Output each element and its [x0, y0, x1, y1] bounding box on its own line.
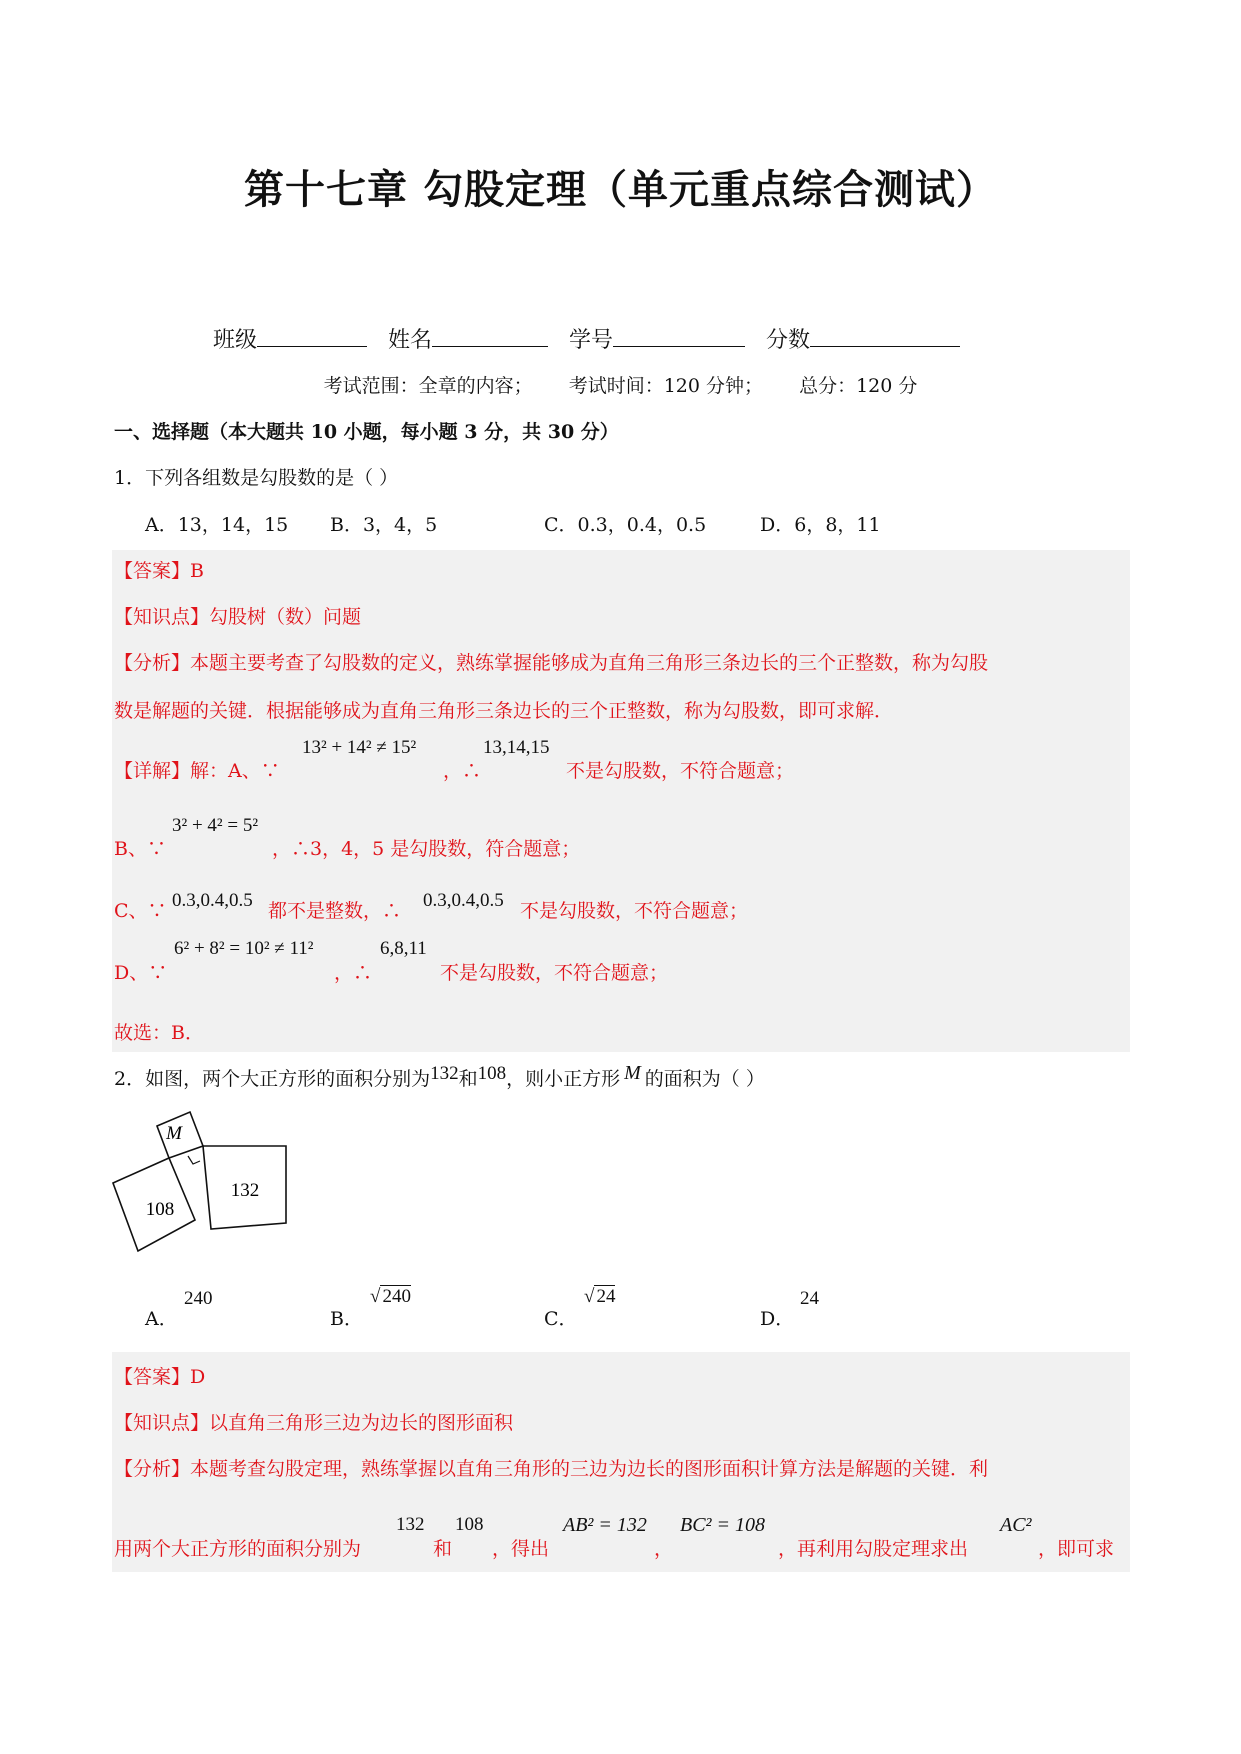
figure-label-108: 108	[145, 1199, 175, 1220]
analysis2-part-f: ，即可求	[1038, 1538, 1115, 1560]
analysis2-part-a: 用两个大正方形的面积分别为	[114, 1538, 362, 1560]
q1-answer	[114, 556, 204, 583]
q2-option-d-value[interactable]: 24	[800, 1288, 819, 1309]
analysis2-part-d: ，	[654, 1538, 674, 1560]
detail-d-prefix: D、∵	[114, 962, 168, 984]
detail-b-expr: 3² + 4² = 5²	[172, 815, 259, 836]
knowledge-text: 以直角三角形三边为边长的图形面积	[209, 1412, 514, 1434]
q1-analysis-line1	[114, 648, 988, 675]
detail-b-suffix: ，∴3，4，5 是勾股数，符合题意；	[272, 838, 581, 860]
q2-option-a-letter[interactable]: A．	[145, 1308, 178, 1330]
detail-a-suffix: 不是勾股数，不符合题意；	[566, 760, 795, 782]
scope-time: 考试时间：120 分钟；	[568, 375, 763, 397]
detail-c-nums2: 0.3,0.4,0.5	[423, 890, 504, 911]
analysis2-part-c: ，得出	[492, 1538, 550, 1560]
q2-stem	[114, 1064, 765, 1091]
name-blank[interactable]	[432, 324, 548, 347]
figure-label-m: M	[166, 1123, 182, 1144]
q2-option-b-letter[interactable]: B．	[330, 1308, 363, 1330]
detail-a-mid: ，∴	[443, 760, 482, 782]
analysis2-ac: AC²	[1000, 1514, 1032, 1536]
analysis-text-1: 本题主要考查了勾股数的定义，熟练掌握能够成为直角三角形三条边长的三个正整数，称为勾股	[190, 652, 989, 674]
q1-option-a[interactable]: A．13，14，15	[145, 514, 289, 536]
q2-stem-part4: 的面积为（ ）	[644, 1068, 765, 1090]
detail-d-expr: 6² + 8² = 10² ≠ 11²	[174, 938, 314, 959]
detail-c-mid: 都不是整数，∴	[268, 900, 402, 922]
q2-option-d-letter[interactable]: D．	[760, 1308, 795, 1330]
knowledge-label: 【知识点】	[114, 1412, 210, 1434]
q2-answer	[114, 1362, 205, 1389]
analysis2-bc: BC² = 108	[680, 1514, 766, 1536]
q1-option-b[interactable]: B．3，4，5	[330, 514, 438, 536]
analysis-label: 【分析】	[114, 1458, 191, 1480]
detail-c-suffix: 不是勾股数，不符合题意；	[520, 900, 749, 922]
q2-figure	[108, 1108, 293, 1258]
detail-d-nums: 6,8,11	[380, 938, 427, 959]
q2-option-c-value[interactable]: √ 24	[584, 1286, 616, 1307]
id-label: 学号	[569, 328, 614, 353]
analysis-label: 【分析】	[114, 652, 191, 674]
knowledge-label: 【知识点】	[114, 606, 210, 628]
detail-a-prefix: 解：A、∵	[190, 760, 280, 782]
detail-b-prefix: B、∵	[114, 838, 166, 860]
student-info-row	[213, 323, 974, 354]
q1-detail-a	[114, 756, 280, 783]
q2-stem-part1: 2．如图，两个大正方形的面积分别为	[114, 1068, 431, 1090]
score-label: 分数	[766, 328, 811, 353]
detail-c-prefix: C、∵	[114, 900, 167, 922]
answer-label: 【答案】	[114, 560, 191, 582]
q2-option-b-value[interactable]: √ 240	[370, 1286, 411, 1307]
q2-option-c-letter[interactable]: C．	[544, 1308, 578, 1330]
answer-value: D	[190, 1366, 206, 1388]
knowledge-text: 勾股树（数）问题	[209, 606, 362, 628]
class-label: 班级	[213, 328, 258, 353]
q1-option-c[interactable]: C．0.3，0.4，0.5	[544, 514, 707, 536]
scope-range: 考试范围：全章的内容；	[323, 375, 533, 397]
page-title: 第十七章 勾股定理（单元重点综合测试）	[244, 167, 997, 213]
detail-d-mid: ，∴	[334, 962, 373, 984]
q2-val1: 132	[430, 1063, 459, 1084]
analysis2-part-b: 和	[433, 1538, 453, 1560]
analysis2-ab: AB² = 132	[563, 1514, 647, 1536]
answer-value: B	[190, 560, 204, 582]
q2-knowledge	[114, 1408, 513, 1435]
q1-stem: 1．下列各组数是勾股数的是（ ）	[114, 467, 399, 489]
detail-d-suffix: 不是勾股数，不符合题意；	[440, 962, 669, 984]
exam-scope	[0, 371, 1241, 398]
scope-total: 总分：120 分	[799, 375, 918, 397]
right-angle-mark	[188, 1156, 200, 1164]
q2-var-m: M	[624, 1062, 641, 1084]
detail-label: 【详解】	[114, 760, 191, 782]
sqrt-24: 24	[596, 1286, 616, 1307]
sqrt-240: 240	[382, 1286, 411, 1307]
q2-val2: 108	[477, 1063, 507, 1084]
q1-conclusion: 故选：B．	[114, 1022, 204, 1044]
q1-analysis-line2: 数是解题的关键．根据能够成为直角三角形三条边长的三个正整数，称为勾股数，即可求解．	[114, 700, 894, 722]
q1-option-d[interactable]: D．6，8，11	[760, 514, 881, 536]
name-label: 姓名	[388, 328, 433, 353]
detail-a-expr: 13² + 14² ≠ 15²	[302, 737, 417, 758]
analysis2-part-e: ，再利用勾股定理求出	[778, 1538, 969, 1560]
figure-label-132: 132	[230, 1180, 260, 1201]
q2-option-a-value[interactable]: 240	[184, 1288, 213, 1309]
analysis2-v2: 108	[455, 1514, 484, 1535]
detail-c-nums1: 0.3,0.4,0.5	[172, 890, 253, 911]
score-blank[interactable]	[810, 324, 960, 347]
detail-a-nums: 13,14,15	[483, 737, 550, 758]
answer-label: 【答案】	[114, 1366, 191, 1388]
id-blank[interactable]	[613, 324, 745, 347]
q2-stem-part3: ，则小正方形	[506, 1068, 621, 1090]
analysis-text-1: 本题考查勾股定理，熟练掌握以直角三角形的三边为边长的图形面积计算方法是解题的关键．利	[190, 1458, 989, 1480]
analysis2-v1: 132	[396, 1514, 425, 1535]
q1-knowledge	[114, 602, 361, 629]
q2-stem-part2: 和	[458, 1068, 478, 1090]
q2-analysis-line1	[114, 1454, 988, 1481]
section-heading: 一、选择题（本大题共 10 小题，每小题 3 分，共 30 分）	[114, 421, 619, 443]
class-blank[interactable]	[257, 324, 367, 347]
